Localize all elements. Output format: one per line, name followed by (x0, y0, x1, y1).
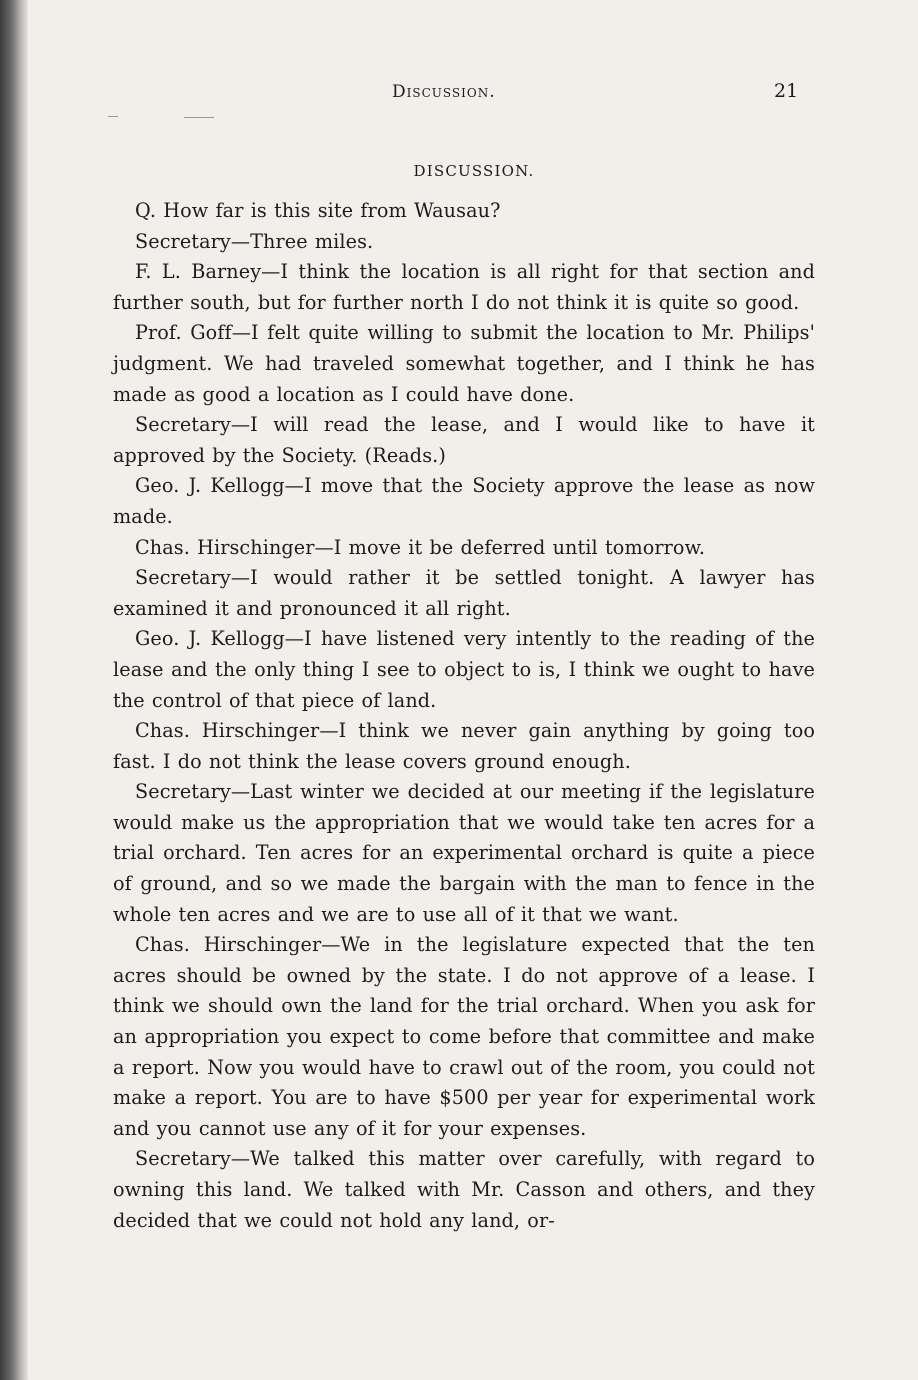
paragraph: Secretary—Three miles. (135, 229, 374, 253)
paragraph: Prof. Goff—I felt quite willing to submit the location to Mr. Philips' judgment. We had traveled somewhat together, and I think he has made as good a location as I could have done. (113, 321, 815, 406)
paragraph: Secretary—We talked this matter over carefully, with regard to owning this land. We talked with Mr. Casson and others, and they decided that we could not hold any land, or- (113, 1147, 815, 1232)
paragraph: Chas. Hirschinger—We in the legislature expected that the ten acres should be owned by the state. I do not approve of a lease. I think we should own the land for the trial orchard. When you ask for an appropriation you expect to come before that committee and make a report. Now you would have to crawl out of the room, you could not make a report. You are to have $500 per year for experimental work and you cannot use any of it for your expenses. (113, 933, 815, 1140)
paragraph: Chas. Hirschinger—I move it be deferred until tomorrow. (135, 535, 706, 559)
page-number: 21 (774, 80, 799, 102)
running-title: Discussion. (392, 82, 496, 102)
section-title: DISCUSSION. (413, 162, 535, 180)
paragraph: Geo. J. Kellogg—I have listened very intently to the reading of the lease and the only thing I see to object to is, I think we ought to have the control of that piece of land. (113, 627, 815, 712)
paragraph: F. L. Barney—I think the location is all right for that section and further south, but for further north I do not think it is quite so good. (113, 260, 815, 314)
print-speck (184, 117, 214, 118)
paragraph: Chas. Hirschinger—I think we never gain anything by going too fast. I do not think the lease covers ground enough. (113, 719, 815, 773)
running-head (0, 82, 918, 110)
body-text (113, 196, 815, 1236)
paragraph: Secretary—I would rather it be settled tonight. A lawyer has examined it and pronounced it all right. (113, 566, 815, 620)
paragraph: Secretary—Last winter we decided at our meeting if the legislature would make us the appropriation that we would take ten acres for a trial orchard. Ten acres for an experimental orchard is quite a piece of ground, and so we made the bargain with the man to fence in the whole ten acres and we are to use all of it that we want. (113, 780, 815, 926)
paragraph: Q. How far is this site from Wausau? (135, 199, 501, 222)
print-speck (108, 116, 118, 117)
paragraph: Geo. J. Kellogg—I move that the Society approve the lease as now made. (113, 474, 815, 528)
paragraph: Secretary—I will read the lease, and I would like to have it approved by the Society. (Reads.) (113, 413, 815, 467)
